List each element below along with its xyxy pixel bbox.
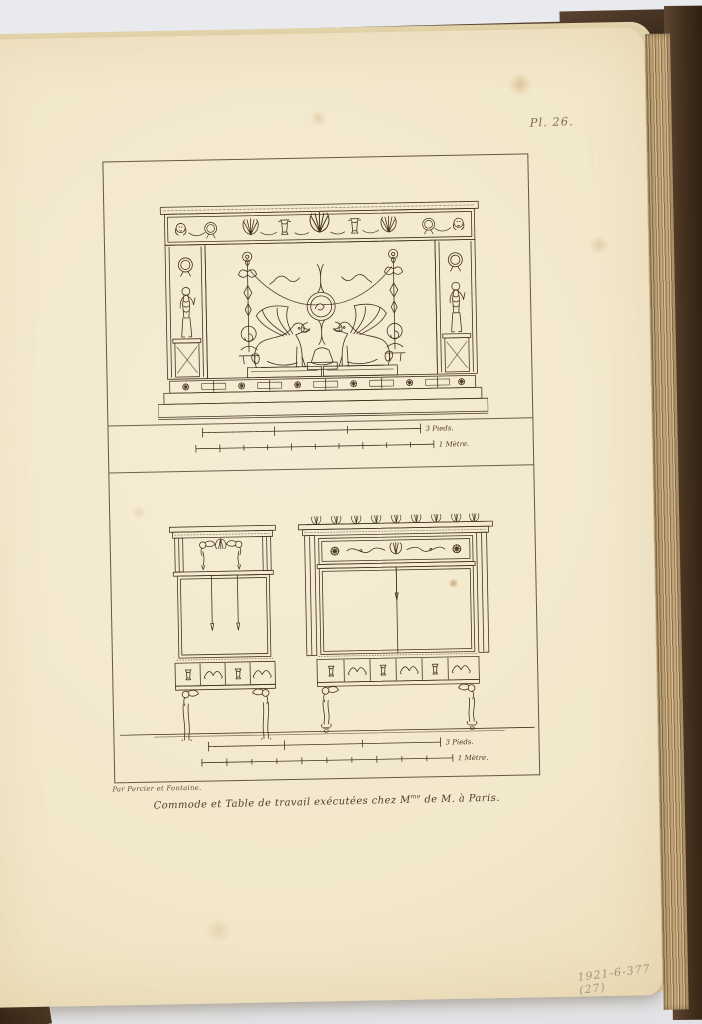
- caption-text-pre: Commode et Table de travail exécutées chez M: [153, 794, 411, 812]
- caption-superscript: me: [410, 793, 421, 801]
- plate-caption: [127, 791, 527, 812]
- pencil-accession-number: 1921-6-377 (27): [576, 961, 652, 997]
- scale-bars-tables: [194, 733, 505, 775]
- foxing-spot: [588, 236, 610, 254]
- plate-number: Pl. 26.: [529, 114, 574, 130]
- foxing-spot: [507, 73, 533, 95]
- scale-label-metre: 1 Mètre.: [457, 753, 489, 763]
- engraver-signature: Par Percier et Fontaine.: [112, 783, 202, 794]
- plate-page: [0, 27, 662, 1008]
- foxing-spot: [309, 111, 327, 125]
- caption-text-post: de M. à Paris.: [420, 792, 500, 806]
- scale-label-metre: 1 Mètre.: [438, 440, 470, 449]
- foxing-spot: [203, 919, 233, 942]
- scale-label-feet: 3 Pieds.: [445, 737, 474, 747]
- section-divider-line: [109, 464, 533, 473]
- scale-bars-commode: [188, 419, 499, 461]
- scale-label-feet: 3 Pieds.: [425, 424, 454, 433]
- work-tables-engraving: [110, 512, 538, 742]
- commode-engraving: [154, 199, 488, 421]
- plate-border-frame: [102, 153, 540, 783]
